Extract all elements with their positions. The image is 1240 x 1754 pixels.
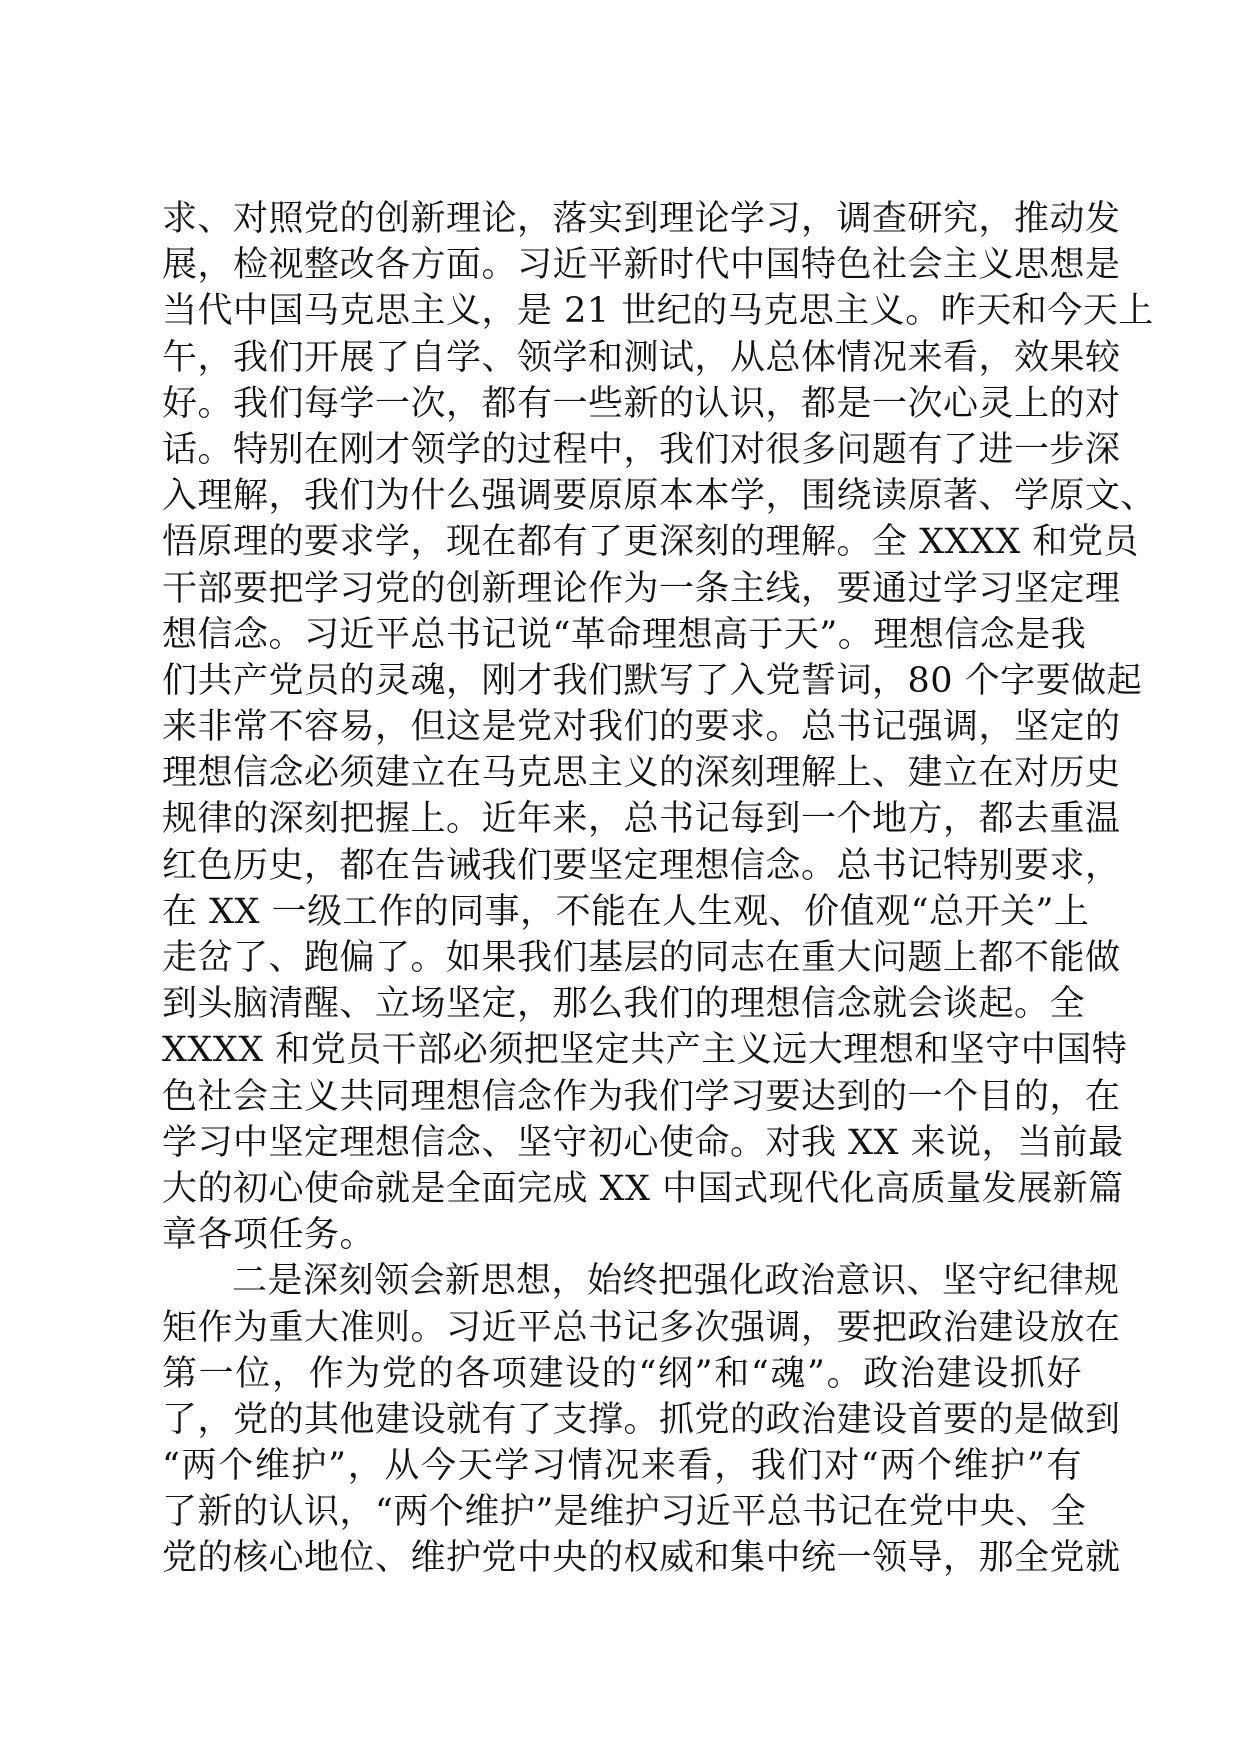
text-line: 在 XX 一级工作的同事，不能在人生观、价值观“总开关”上	[162, 891, 1090, 932]
text-line: 求、对照党的创新理论，落实到理论学习，调查研究，推动发	[162, 199, 1121, 239]
text-line: 二是深刻领会新思想，始终把强化政治意识、坚守纪律规	[232, 1261, 1120, 1302]
text-line: 们共产党员的灵魂，刚才我们默写了入党誓词，80 个字要做起	[162, 660, 1143, 701]
text-line: 红色历史，都在告诫我们要坚定理想信念。总书记特别要求，	[162, 845, 1121, 886]
text-line: 想信念。习近平总书记说“革命理想高于天”。理想信念是我	[162, 614, 1087, 655]
text-line: 当代中国马克思主义，是 21 世纪的马克思主义。昨天和今天上	[162, 291, 1154, 332]
text-line: 入理解，我们为什么强调要原原本本学，围绕读原著、学原文、	[162, 476, 1157, 517]
text-line: 展，检视整改各方面。习近平新时代中国特色社会主义思想是	[162, 245, 1121, 286]
text-line: 色社会主义共同理想信念作为我们学习要达到的一个目的，在	[162, 1076, 1121, 1117]
text-line: 党的核心地位、维护党中央的权威和集中统一领导，那全党就	[162, 1538, 1121, 1579]
text-line: 到头脑清醒、立场坚定，那么我们的理想信念就会谈起。全	[162, 984, 1086, 1025]
text-line: 了新的认识，“两个维护”是维护习近平总书记在党中央、全	[162, 1492, 1087, 1533]
document-body	[162, 196, 1157, 1582]
text-line: “两个维护”，从今天学习情况来看，我们对“两个维护”有	[162, 1446, 1082, 1487]
text-line: 规律的深刻把握上。近年来，总书记每到一个地方，都去重温	[162, 799, 1121, 840]
text-line: 学习中坚定理想信念、坚守初心使命。对我 XX 来说，当前最	[162, 1122, 1124, 1163]
text-line: 来非常不容易，但这是党对我们的要求。总书记强调，坚定的	[162, 707, 1121, 748]
text-line: 午，我们开展了自学、领学和测试，从总体情况来看，效果较	[162, 337, 1121, 378]
text-line: 走岔了、跑偏了。如果我们基层的同志在重大问题上都不能做	[162, 938, 1121, 978]
text-line: 了，党的其他建设就有了支撑。抓党的政治建设首要的是做到	[162, 1399, 1121, 1440]
text-line: 话。特别在刚才领学的过程中，我们对很多问题有了进一步深	[162, 429, 1121, 470]
text-line: XXXX 和党员干部必须把坚定共产主义远大理想和坚守中国特	[162, 1030, 1128, 1071]
text-line: 理想信念必须建立在马克思主义的深刻理解上、建立在对历史	[162, 753, 1121, 794]
text-line: 好。我们每学一次，都有一些新的认识，都是一次心灵上的对	[162, 383, 1121, 424]
text-line: 悟原理的要求学，现在都有了更深刻的理解。全 XXXX 和党员	[162, 522, 1139, 563]
text-line: 大的初心使命就是全面完成 XX 中国式现代化高质量发展新篇	[162, 1168, 1124, 1209]
text-line: 干部要把学习党的创新理论作为一条主线，要通过学习坚定理	[162, 568, 1121, 609]
paragraph-2	[162, 1258, 1121, 1581]
paragraph-1	[162, 196, 1157, 1258]
text-line: 章各项任务。	[162, 1215, 376, 1256]
text-line: 矩作为重大准则。习近平总书记多次强调，要把政治建设放在	[162, 1307, 1121, 1348]
text-line: 第一位，作为党的各项建设的“纲”和“魂”。政治建设抓好	[162, 1353, 1082, 1394]
